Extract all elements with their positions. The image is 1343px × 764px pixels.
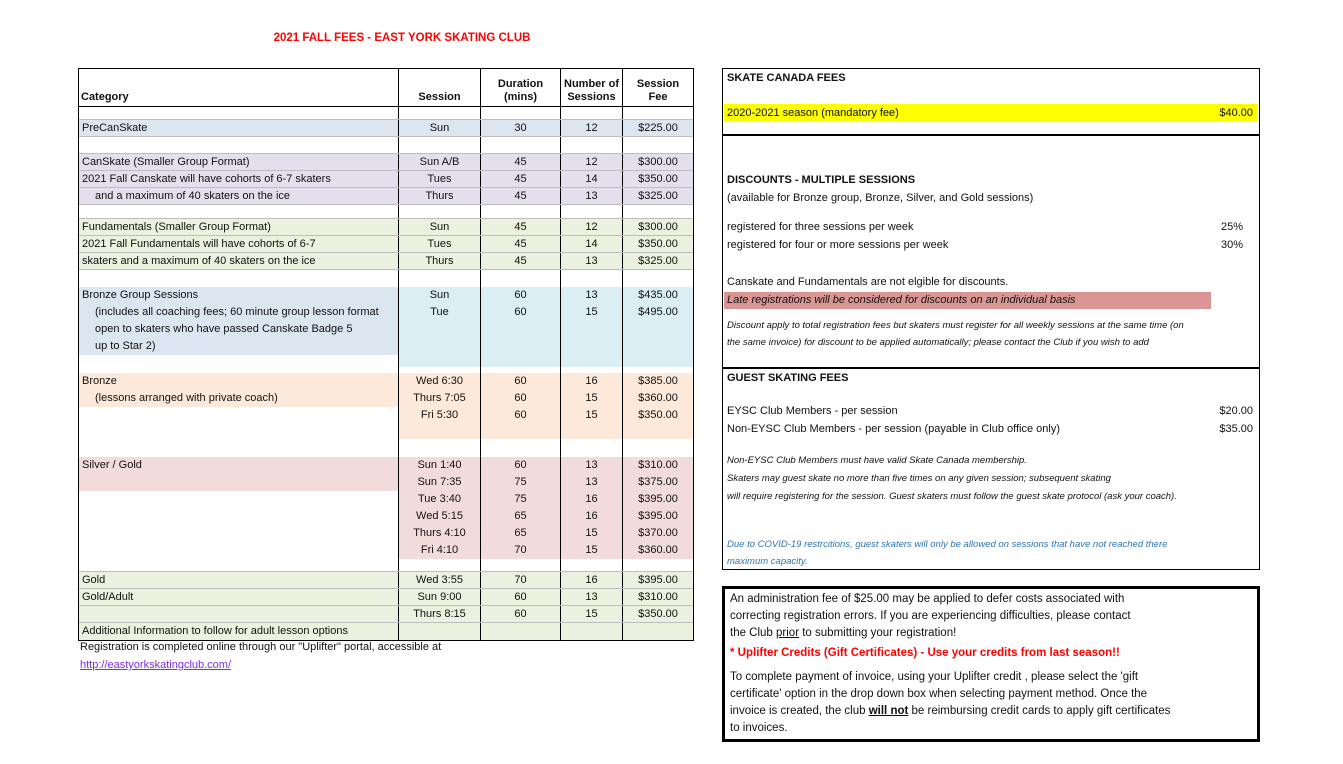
sessions-cell: 14 bbox=[560, 236, 622, 252]
table-row bbox=[79, 321, 693, 338]
category-cell: Gold/Adult bbox=[79, 589, 398, 605]
sessions-cell: 13 bbox=[560, 188, 622, 204]
session-cell: Thurs 7:05 bbox=[398, 390, 480, 407]
duration-cell bbox=[480, 439, 560, 457]
table-row bbox=[79, 120, 693, 137]
category-cell: (lessons arranged with private coach) bbox=[79, 390, 398, 407]
duration-cell bbox=[480, 355, 560, 367]
mandatory-fee-value: $40.00 bbox=[1219, 107, 1253, 119]
fee-cell: $325.00 bbox=[622, 253, 693, 269]
fee-cell bbox=[622, 205, 693, 218]
covid-note-line: Due to COVID-19 restrcitions, guest skaters will only be allowed on sessions that have not reached there bbox=[727, 539, 1168, 550]
category-cell: Bronze bbox=[79, 373, 398, 390]
session-cell bbox=[398, 107, 480, 119]
session-cell: Wed 3:55 bbox=[398, 572, 480, 588]
sessions-cell: 13 bbox=[560, 253, 622, 269]
session-cell: Wed 5:15 bbox=[398, 508, 480, 525]
table-gap-row bbox=[79, 439, 693, 457]
sessions-cell: 13 bbox=[560, 287, 622, 304]
discounts-box bbox=[722, 135, 1260, 368]
table-gap-row bbox=[79, 270, 693, 287]
duration-cell: 60 bbox=[480, 373, 560, 390]
fee-cell: $495.00 bbox=[622, 304, 693, 321]
session-cell: Sun 7:35 bbox=[398, 474, 480, 491]
table-row bbox=[79, 304, 693, 321]
duration-cell bbox=[480, 559, 560, 571]
fee-cell bbox=[622, 623, 693, 640]
category-cell bbox=[79, 439, 398, 457]
category-cell bbox=[79, 270, 398, 287]
session-cell bbox=[398, 321, 480, 338]
table-gap-row bbox=[79, 559, 693, 572]
fee-cell: $360.00 bbox=[622, 542, 693, 559]
table-row bbox=[79, 188, 693, 205]
table-row bbox=[79, 474, 693, 491]
mandatory-fee-label: 2020-2021 season (mandatory fee) bbox=[727, 107, 899, 119]
sessions-cell: 12 bbox=[560, 154, 622, 170]
session-cell: Wed 6:30 bbox=[398, 373, 480, 390]
column-header: Session Fee bbox=[622, 69, 693, 106]
sessions-cell: 15 bbox=[560, 407, 622, 424]
fee-cell: $395.00 bbox=[622, 572, 693, 588]
table-row bbox=[79, 373, 693, 390]
uplifter-credits-headline: * Uplifter Credits (Gift Certificates) - Use your credits from last season!! bbox=[730, 647, 1120, 659]
late-registration-note: Late registrations will be considered for discounts on an individual basis bbox=[724, 292, 1211, 309]
category-cell bbox=[79, 407, 398, 424]
guest-fee-row bbox=[727, 405, 1255, 417]
session-cell bbox=[398, 355, 480, 367]
sessions-cell: 13 bbox=[560, 589, 622, 605]
admin-fee-box bbox=[722, 586, 1260, 742]
table-row bbox=[79, 606, 693, 623]
sessions-cell bbox=[560, 338, 622, 355]
session-cell bbox=[398, 623, 480, 640]
table-row bbox=[79, 287, 693, 304]
category-cell: Additional Information to follow for adult lesson options bbox=[79, 623, 398, 640]
guest-fee-value: $20.00 bbox=[1219, 405, 1253, 417]
table-row bbox=[79, 424, 693, 439]
category-cell bbox=[79, 542, 398, 559]
sessions-cell: 15 bbox=[560, 542, 622, 559]
duration-cell bbox=[480, 270, 560, 287]
category-cell: and a maximum of 40 skaters on the ice bbox=[79, 188, 398, 204]
table-row bbox=[79, 623, 693, 640]
guest-note-line: Skaters may guest skate no more than five times on any given session; subsequent skating bbox=[727, 473, 1111, 484]
fee-cell: $350.00 bbox=[622, 606, 693, 622]
duration-cell: 60 bbox=[480, 457, 560, 474]
duration-cell: 75 bbox=[480, 474, 560, 491]
table-row bbox=[79, 338, 693, 355]
session-cell: Thurs bbox=[398, 188, 480, 204]
fee-cell: $370.00 bbox=[622, 525, 693, 542]
duration-cell: 60 bbox=[480, 589, 560, 605]
fee-cell bbox=[622, 270, 693, 287]
duration-cell: 45 bbox=[480, 236, 560, 252]
table-row bbox=[79, 525, 693, 542]
session-cell: Thurs 4:10 bbox=[398, 525, 480, 542]
fee-cell: $350.00 bbox=[622, 407, 693, 424]
sessions-cell: 13 bbox=[560, 474, 622, 491]
fee-cell bbox=[622, 439, 693, 457]
session-cell bbox=[398, 559, 480, 571]
fee-cell: $300.00 bbox=[622, 154, 693, 170]
fee-cell: $360.00 bbox=[622, 390, 693, 407]
discount-detail-line: the same invoice) for discount to be applied automatically; please contact the Club if you wish to add bbox=[727, 337, 1149, 348]
sessions-cell bbox=[560, 137, 622, 153]
table-row bbox=[79, 508, 693, 525]
sessions-cell bbox=[560, 205, 622, 218]
session-cell: Sun A/B bbox=[398, 154, 480, 170]
table-row bbox=[79, 171, 693, 188]
sessions-cell: 12 bbox=[560, 219, 622, 235]
table-row bbox=[79, 491, 693, 508]
duration-cell: 45 bbox=[480, 219, 560, 235]
duration-cell: 70 bbox=[480, 542, 560, 559]
fee-cell: $350.00 bbox=[622, 236, 693, 252]
uplifter-note-line: certificate' option in the drop down box when selecting payment method. Once the bbox=[730, 688, 1148, 700]
discount-value: 25% bbox=[1220, 221, 1243, 233]
category-cell bbox=[79, 107, 398, 119]
duration-cell: 30 bbox=[480, 120, 560, 136]
sessions-cell bbox=[560, 355, 622, 367]
fee-cell: $310.00 bbox=[622, 589, 693, 605]
column-header: Category bbox=[81, 90, 129, 103]
admin-note-line: An administration fee of $25.00 may be applied to defer costs associated with bbox=[730, 593, 1125, 605]
admin-note-line: correcting registration errors. If you are experiencing difficulties, please contact bbox=[730, 610, 1131, 622]
covid-note-line: maximum capacity. bbox=[727, 556, 808, 567]
duration-cell bbox=[480, 137, 560, 153]
sessions-cell: 15 bbox=[560, 606, 622, 622]
fee-cell bbox=[622, 355, 693, 367]
table-row bbox=[79, 219, 693, 236]
category-cell bbox=[79, 491, 398, 508]
guest-fee-value: $35.00 bbox=[1219, 423, 1253, 435]
sessions-cell: 14 bbox=[560, 171, 622, 187]
table-gap-row bbox=[79, 107, 693, 120]
category-cell bbox=[79, 137, 398, 153]
sessions-cell: 15 bbox=[560, 525, 622, 542]
column-header: Session bbox=[398, 69, 480, 106]
sessions-cell: 16 bbox=[560, 491, 622, 508]
category-cell bbox=[79, 355, 398, 367]
session-cell: Sun 9:00 bbox=[398, 589, 480, 605]
discount-row bbox=[727, 221, 1255, 233]
skate-canada-fees-title: SKATE CANADA FEES bbox=[727, 72, 846, 84]
sessions-cell bbox=[560, 623, 622, 640]
fees-table bbox=[78, 68, 694, 641]
table-gap-row bbox=[79, 137, 693, 154]
duration-cell bbox=[480, 623, 560, 640]
duration-cell bbox=[480, 338, 560, 355]
table-row bbox=[79, 355, 693, 367]
duration-cell: 70 bbox=[480, 572, 560, 588]
fee-cell bbox=[622, 137, 693, 153]
duration-cell bbox=[480, 424, 560, 439]
table-row bbox=[79, 542, 693, 559]
sessions-cell: 13 bbox=[560, 457, 622, 474]
sessions-cell bbox=[560, 107, 622, 119]
category-cell bbox=[79, 525, 398, 542]
duration-cell: 45 bbox=[480, 171, 560, 187]
fee-cell: $325.00 bbox=[622, 188, 693, 204]
fee-cell bbox=[622, 559, 693, 571]
discount-detail-line: Discount apply to total registration fees but skaters must register for all weekly sessions at the same time (on bbox=[727, 320, 1184, 331]
uplifter-note-line: to invoices. bbox=[730, 722, 788, 734]
sessions-cell: 15 bbox=[560, 304, 622, 321]
duration-cell: 65 bbox=[480, 508, 560, 525]
fee-cell: $395.00 bbox=[622, 508, 693, 525]
category-cell: Silver / Gold bbox=[79, 457, 398, 474]
fee-cell: $435.00 bbox=[622, 287, 693, 304]
sessions-cell bbox=[560, 270, 622, 287]
table-row bbox=[79, 457, 693, 474]
discounts-title: DISCOUNTS - MULTIPLE SESSIONS bbox=[727, 174, 916, 186]
registration-note: Registration is completed online through our "Uplifter" portal, accessible at bbox=[80, 641, 442, 653]
guest-fee-label: EYSC Club Members - per session bbox=[727, 405, 898, 417]
duration-cell: 45 bbox=[480, 253, 560, 269]
discount-label: registered for three sessions per week bbox=[727, 221, 914, 233]
duration-cell bbox=[480, 107, 560, 119]
session-cell: Tues bbox=[398, 236, 480, 252]
duration-cell bbox=[480, 321, 560, 338]
category-cell: 2021 Fall Canskate will have cohorts of 6-7 skaters bbox=[79, 171, 398, 187]
session-cell: Sun 1:40 bbox=[398, 457, 480, 474]
category-cell bbox=[79, 474, 398, 491]
guest-fee-row bbox=[727, 423, 1255, 435]
session-cell bbox=[398, 270, 480, 287]
guest-note-line: will require registering for the session. Guest skaters must follow the guest skate protocol (ask your coach). bbox=[727, 491, 1177, 502]
fee-cell bbox=[622, 338, 693, 355]
duration-cell: 60 bbox=[480, 390, 560, 407]
session-cell: Tues bbox=[398, 171, 480, 187]
session-cell bbox=[398, 439, 480, 457]
sessions-cell: 12 bbox=[560, 120, 622, 136]
uplifter-note-line: To complete payment of invoice, using your Uplifter credit , please select the 'gift bbox=[730, 671, 1139, 683]
table-row bbox=[79, 572, 693, 589]
fee-cell: $375.00 bbox=[622, 474, 693, 491]
sessions-cell: 16 bbox=[560, 572, 622, 588]
mandatory-fee-row bbox=[724, 104, 1258, 122]
discount-label: registered for four or more sessions per week bbox=[727, 239, 949, 251]
session-cell: Sun bbox=[398, 287, 480, 304]
category-cell bbox=[79, 205, 398, 218]
table-row bbox=[79, 390, 693, 407]
table-row bbox=[79, 154, 693, 171]
session-cell: Tue 3:40 bbox=[398, 491, 480, 508]
duration-cell: 60 bbox=[480, 287, 560, 304]
duration-cell: 65 bbox=[480, 525, 560, 542]
sessions-cell bbox=[560, 321, 622, 338]
sessions-cell: 16 bbox=[560, 508, 622, 525]
session-cell: Thurs 8:15 bbox=[398, 606, 480, 622]
category-cell: Bronze Group Sessions bbox=[79, 287, 398, 304]
duration-cell: 60 bbox=[480, 407, 560, 424]
session-cell bbox=[398, 424, 480, 439]
fees-table-header bbox=[79, 69, 693, 107]
category-cell: 2021 Fall Fundamentals will have cohorts of 6-7 bbox=[79, 236, 398, 252]
sessions-cell: 15 bbox=[560, 390, 622, 407]
fee-cell: $310.00 bbox=[622, 457, 693, 474]
session-cell bbox=[398, 205, 480, 218]
column-header: Duration (mins) bbox=[480, 69, 560, 106]
category-cell: skaters and a maximum of 40 skaters on the ice bbox=[79, 253, 398, 269]
registration-link[interactable]: http://eastyorkskatingclub.com/ bbox=[80, 659, 232, 671]
duration-cell: 60 bbox=[480, 606, 560, 622]
category-cell: (includes all coaching fees; 60 minute group lesson format bbox=[79, 304, 398, 321]
session-cell: Fri 5:30 bbox=[398, 407, 480, 424]
fees-table-body bbox=[79, 107, 693, 640]
not-eligible-note: Canskate and Fundamentals are not elgible for discounts. bbox=[727, 276, 1009, 288]
fee-cell bbox=[622, 321, 693, 338]
table-row bbox=[79, 236, 693, 253]
sessions-cell bbox=[560, 424, 622, 439]
category-cell bbox=[79, 508, 398, 525]
table-row bbox=[79, 407, 693, 424]
guest-skating-title: GUEST SKATING FEES bbox=[727, 372, 849, 384]
sessions-cell bbox=[560, 559, 622, 571]
category-cell: CanSkate (Smaller Group Format) bbox=[79, 154, 398, 170]
session-cell bbox=[398, 338, 480, 355]
fee-cell bbox=[622, 424, 693, 439]
duration-cell: 45 bbox=[480, 188, 560, 204]
category-cell: Gold bbox=[79, 572, 398, 588]
category-cell: Fundamentals (Smaller Group Format) bbox=[79, 219, 398, 235]
fee-cell: $225.00 bbox=[622, 120, 693, 136]
fee-cell: $395.00 bbox=[622, 491, 693, 508]
discounts-subtitle: (available for Bronze group, Bronze, Silver, and Gold sessions) bbox=[727, 192, 1034, 204]
guest-note-line: Non-EYSC Club Members must have valid Skate Canada membership. bbox=[727, 455, 1027, 466]
fee-cell: $300.00 bbox=[622, 219, 693, 235]
session-cell: Thurs bbox=[398, 253, 480, 269]
guest-skating-box bbox=[722, 368, 1260, 570]
table-row bbox=[79, 253, 693, 270]
duration-cell: 45 bbox=[480, 154, 560, 170]
duration-cell: 75 bbox=[480, 491, 560, 508]
session-cell: Sun bbox=[398, 219, 480, 235]
skate-canada-fees-box bbox=[722, 68, 1260, 135]
sessions-cell: 16 bbox=[560, 373, 622, 390]
discount-value: 30% bbox=[1220, 239, 1243, 251]
category-cell: open to skaters who have passed Canskate Badge 5 bbox=[79, 321, 398, 338]
sessions-cell bbox=[560, 439, 622, 457]
category-cell bbox=[79, 606, 398, 622]
category-cell: up to Star 2) bbox=[79, 338, 398, 355]
guest-fee-label: Non-EYSC Club Members - per session (payable in Club office only) bbox=[727, 423, 1060, 435]
session-cell: Tue bbox=[398, 304, 480, 321]
discount-row bbox=[727, 239, 1255, 251]
fee-cell bbox=[622, 107, 693, 119]
duration-cell bbox=[480, 205, 560, 218]
fee-cell: $385.00 bbox=[622, 373, 693, 390]
session-cell: Sun bbox=[398, 120, 480, 136]
session-cell: Fri 4:10 bbox=[398, 542, 480, 559]
category-cell: PreCanSkate bbox=[79, 120, 398, 136]
admin-note-line: the Club prior to submitting your registration! bbox=[730, 627, 957, 639]
category-cell bbox=[79, 424, 398, 439]
duration-cell: 60 bbox=[480, 304, 560, 321]
page-title: 2021 FALL FEES - EAST YORK SKATING CLUB bbox=[273, 32, 531, 44]
session-cell bbox=[398, 137, 480, 153]
uplifter-note-line: invoice is created, the club will not be reimbursing credit cards to apply gift certificates bbox=[730, 705, 1171, 717]
column-header: Number of Sessions bbox=[560, 69, 622, 106]
fee-cell: $350.00 bbox=[622, 171, 693, 187]
table-row bbox=[79, 589, 693, 606]
table-gap-row bbox=[79, 205, 693, 219]
category-cell bbox=[79, 559, 398, 571]
